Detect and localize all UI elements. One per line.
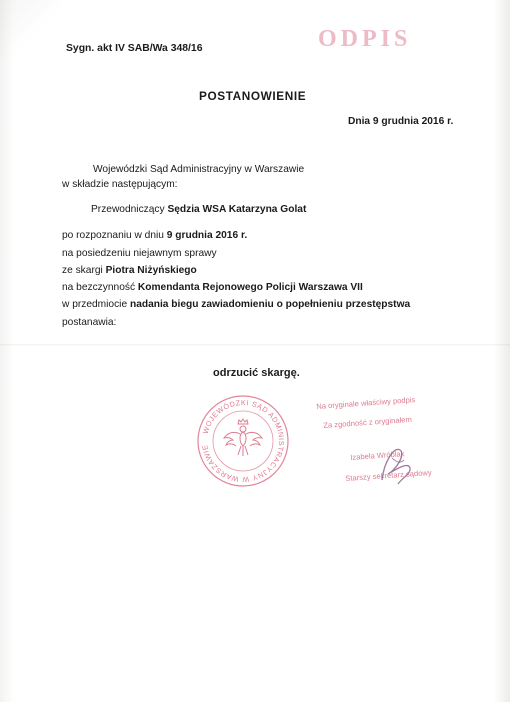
presiding-name: Sędzia WSA Katarzyna Golat <box>167 204 307 215</box>
inaction-prefix: na bezczynność <box>62 282 136 293</box>
complaint-prefix: ze skargi <box>62 265 103 276</box>
court-seal <box>196 394 290 488</box>
court-line: Wojewódzki Sąd Administracyjny w Warszawie <box>93 164 305 175</box>
hearing-date: 9 grudnia 2016 r. <box>166 230 248 241</box>
conformity-note: Za zgodność z oryginałem <box>323 414 413 430</box>
seal-text: WOJEWÓDZKI SĄD ADMINISTRACYJNY W WARSZAWIE <box>200 397 287 485</box>
presiding-label: Przewodniczący <box>91 204 165 215</box>
date-line: Dnia 9 grudnia 2016 r. <box>348 116 454 127</box>
original-signature-note: Na oryginale właściwy podpis <box>316 395 416 411</box>
secretary-name: Izabela Wróblak <box>350 449 405 462</box>
subject-text: nadania biegu zawiadomieniu o popełnieniu przestępstwa <box>129 299 411 310</box>
case-number: Sygn. akt IV SAB/Wa 348/16 <box>66 43 203 54</box>
paper-fold <box>0 344 510 346</box>
paper-crease <box>0 0 60 60</box>
secretary-position: Starszy sekretarz sądowy <box>345 467 432 483</box>
eagle-emblem-icon <box>224 419 262 456</box>
ruling: odrzucić skargę. <box>213 367 300 379</box>
decides-line: postanawia: <box>62 317 117 328</box>
session-line: na posiedzeniu niejawnym sprawy <box>62 248 217 259</box>
document-title: POSTANOWIENIE <box>199 89 307 103</box>
subject-line <box>62 298 410 311</box>
subject-prefix: w przedmiocie <box>62 299 128 310</box>
complaint-line <box>62 264 197 277</box>
handwritten-signature <box>374 440 418 488</box>
podpis-stamp: ODPIS <box>318 26 412 52</box>
inaction-line <box>62 281 363 294</box>
respondent-name: Komendanta Rejonowego Policji Warszawa VII <box>137 282 363 293</box>
hearing-prefix: po rozpoznaniu w dniu <box>62 230 164 241</box>
composition-line: w składzie następującym: <box>62 179 178 190</box>
complainant-name: Piotra Niżyńskiego <box>105 265 197 276</box>
presiding-line <box>91 203 306 216</box>
hearing-line <box>62 229 247 242</box>
